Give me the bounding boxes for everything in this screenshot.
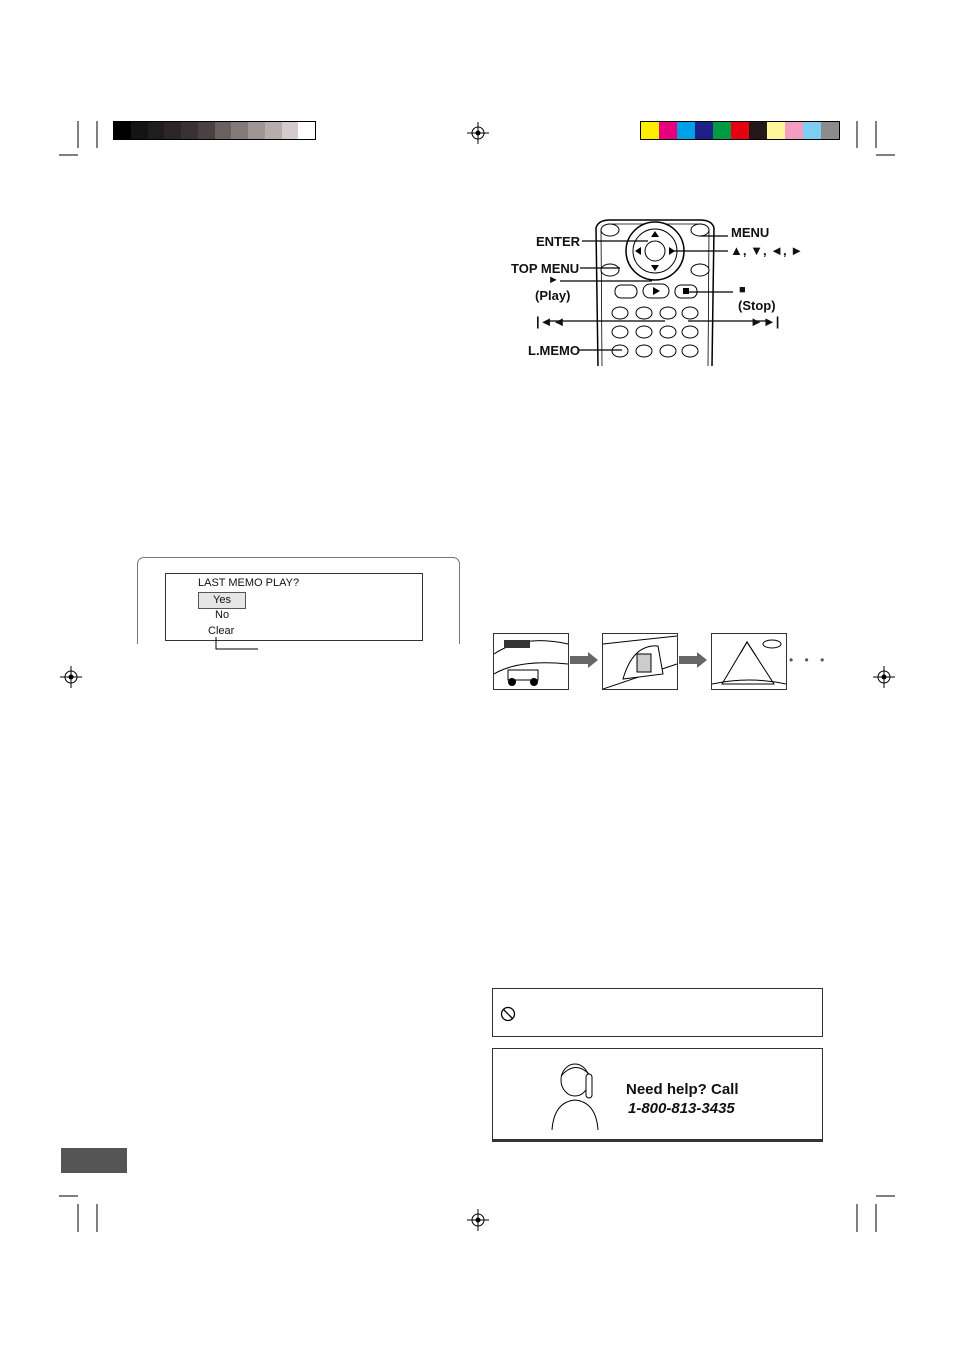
arrows-label: ▲, ▼, ◄, ► bbox=[730, 243, 804, 258]
color-swatch bbox=[265, 122, 282, 139]
color-swatch bbox=[731, 122, 749, 139]
color-swatch bbox=[659, 122, 677, 139]
phone-operator-icon bbox=[548, 1058, 602, 1130]
tunnel-scene bbox=[602, 633, 678, 690]
play-symbol: ► bbox=[548, 274, 559, 286]
color-swatch bbox=[677, 122, 695, 139]
memo-option-yes[interactable]: Yes bbox=[198, 592, 246, 609]
clear-callout-line bbox=[212, 637, 262, 653]
color-swatch bbox=[148, 122, 165, 139]
skip-back-label: |◄◄ bbox=[536, 314, 566, 329]
color-swatch bbox=[695, 122, 713, 139]
stop-symbol: ■ bbox=[739, 284, 746, 296]
color-swatch bbox=[181, 122, 198, 139]
color-swatch bbox=[803, 122, 821, 139]
help-text: Need help? Call bbox=[626, 1081, 739, 1098]
prohibited-icon bbox=[500, 1006, 516, 1022]
color-swatch bbox=[713, 122, 731, 139]
enter-label: ENTER bbox=[536, 234, 581, 249]
color-swatch bbox=[298, 122, 315, 139]
color-swatch bbox=[215, 122, 232, 139]
menu-label: MENU bbox=[731, 225, 770, 240]
top-menu-label: TOP MENU bbox=[511, 261, 580, 276]
registration-target-icon bbox=[467, 122, 489, 144]
color-swatch bbox=[198, 122, 215, 139]
color-swatch bbox=[114, 122, 131, 139]
l-memo-label: L.MEMO bbox=[528, 343, 580, 358]
color-swatch bbox=[785, 122, 803, 139]
color-swatch bbox=[641, 122, 659, 139]
sequence-ellipsis: • • • bbox=[789, 653, 829, 667]
skip-forward-label: ►►| bbox=[750, 314, 780, 329]
color-swatch bbox=[749, 122, 767, 139]
color-swatch bbox=[231, 122, 248, 139]
note-box bbox=[492, 988, 823, 1037]
help-phone-number[interactable]: 1-800-813-3435 bbox=[628, 1100, 735, 1117]
arrow-right-icon bbox=[570, 652, 600, 668]
registration-target-icon bbox=[60, 666, 82, 688]
page-number-tab bbox=[61, 1148, 127, 1173]
registration-target-icon bbox=[467, 1209, 489, 1231]
stop-label: (Stop) bbox=[738, 298, 776, 313]
color-swatch bbox=[282, 122, 299, 139]
color-swatch bbox=[164, 122, 181, 139]
mountain-scene bbox=[711, 633, 787, 690]
registration-target-icon bbox=[873, 666, 895, 688]
crop-marks-top bbox=[0, 0, 954, 170]
arrow-right-icon bbox=[679, 652, 709, 668]
color-swatch bbox=[821, 122, 839, 139]
grayscale-bar bbox=[113, 121, 316, 140]
memo-option-clear[interactable]: Clear bbox=[208, 625, 235, 637]
color-bar bbox=[640, 121, 840, 140]
play-label: (Play) bbox=[535, 288, 571, 303]
color-swatch bbox=[131, 122, 148, 139]
color-swatch bbox=[767, 122, 785, 139]
memo-dialog-title: LAST MEMO PLAY? bbox=[198, 577, 300, 589]
color-swatch bbox=[248, 122, 265, 139]
race-car-scene bbox=[493, 633, 569, 690]
memo-option-no[interactable]: No bbox=[215, 609, 230, 621]
